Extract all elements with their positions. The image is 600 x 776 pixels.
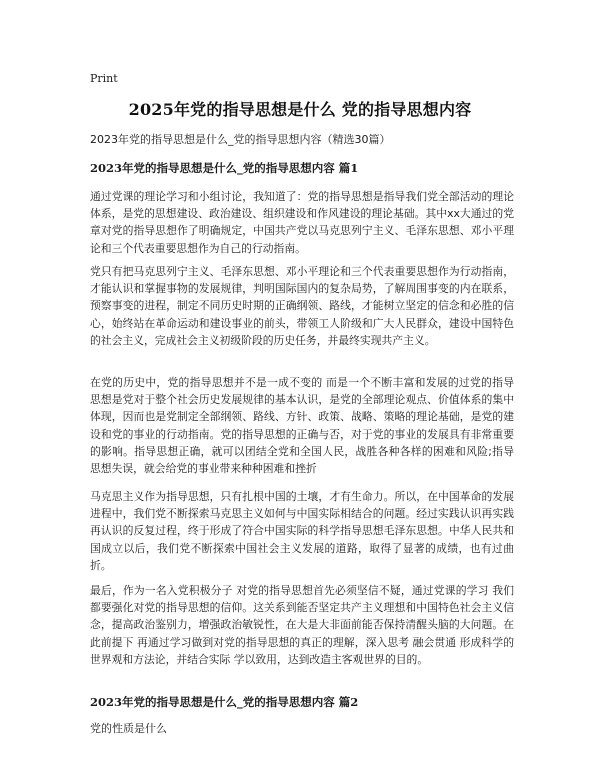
print-link[interactable]: Print xyxy=(90,72,118,85)
paragraph-1: 通过党课的理论学习和小组讨论，我知道了：党的指导思想是指导我们党全部活动的理论体系，是党的思想建设、政治建设、组织建设和作风建设的理论基础。其中xx大通过的党章对党的指导思想作了明确规定，中国共产党以马克思列宁主义、毛泽东思想、邓小平理论和三个代表重要思想作为自己的行动指南。 xyxy=(90,190,514,255)
section-heading-2: 2023年党的指导思想是什么_党的指导思想内容 篇2 xyxy=(90,695,359,709)
paragraph-6: 党的性质是什么 xyxy=(90,722,167,735)
paragraph-2: 党只有把马克思列宁主义、毛泽东思想、邓小平理论和三个代表重要思想作为行动指南，才能认识和掌握事物的发展规律，判明国际国内的复杂局势，了解周围事变的内在联系，预察事变的进程，制定不同历史时期的正确纲领、路线，才能树立坚定的信念和必胜的信心，始终站在革命运动和建设事业的前头，带领工人阶级和广大人民群众，建设中国特色的社会主义，完成社会主义初级阶段的历史任务，并最终实现共产主义。 xyxy=(90,265,514,347)
section-heading-1: 2023年党的指导思想是什么_党的指导思想内容 篇1 xyxy=(90,161,359,175)
paragraph-3: 在党的历史中，党的指导思想并不是一成不变的 而是一个不断丰富和发展的过党的指导思想是党对于整个社会历史发展规律的基本认识，是党的全部理论观点、价值体系的集中体现，因而也是党制定全部纲领、路线、方针、政策、战略、策略的理论基础，是党的建设和党的事业的行动指南。党的指导思想的正确与否，对于党的事业的发展具有非常重要的影响。指导思想正确，就可以团结全党和全国人民，战胜各种各样的困难和风险;指导思想失误，就会给党的事业带来种种困难和挫折 xyxy=(90,376,514,476)
document-subtitle: 2023年党的指导思想是什么_党的指导思想内容（精选30篇） xyxy=(90,133,391,146)
paragraph-4: 马克思主义作为指导思想，只有扎根中国的土壤，才有生命力。所以，在中国革命的发展进程中，我们党不断探索马克思主义如何与中国实际相结合的问题。经过实践认识再实践再认识的反复过程，终于形成了符合中国实际的科学指导思想毛泽东思想。中华人民共和国成立以后，我们党不断探索中国社会主义发展的道路，取得了显著的成绩，也有过曲折。 xyxy=(90,490,514,572)
paragraph-5: 最后，作为一名入党积极分子 对党的指导思想首先必须坚信不疑，通过党课的学习 我们都要强化对党的指导思想的信仰。这关系到能否坚定共产主义理想和中国特色社会主义信念，提高政治鉴别力，增强政治敏锐性，在大是大非面前能否保持清醒头脑的大问题。在此前提下 再通过学习做到对党的指导思想的真正的理解，深入思考 融会贯通 形成科学的世界观和方法论，并结合实际 学以致用，达到改造主客观世界的目的。 xyxy=(90,584,514,666)
document-title: 2025年党的指导思想是什么 党的指导思想内容 xyxy=(128,100,472,119)
